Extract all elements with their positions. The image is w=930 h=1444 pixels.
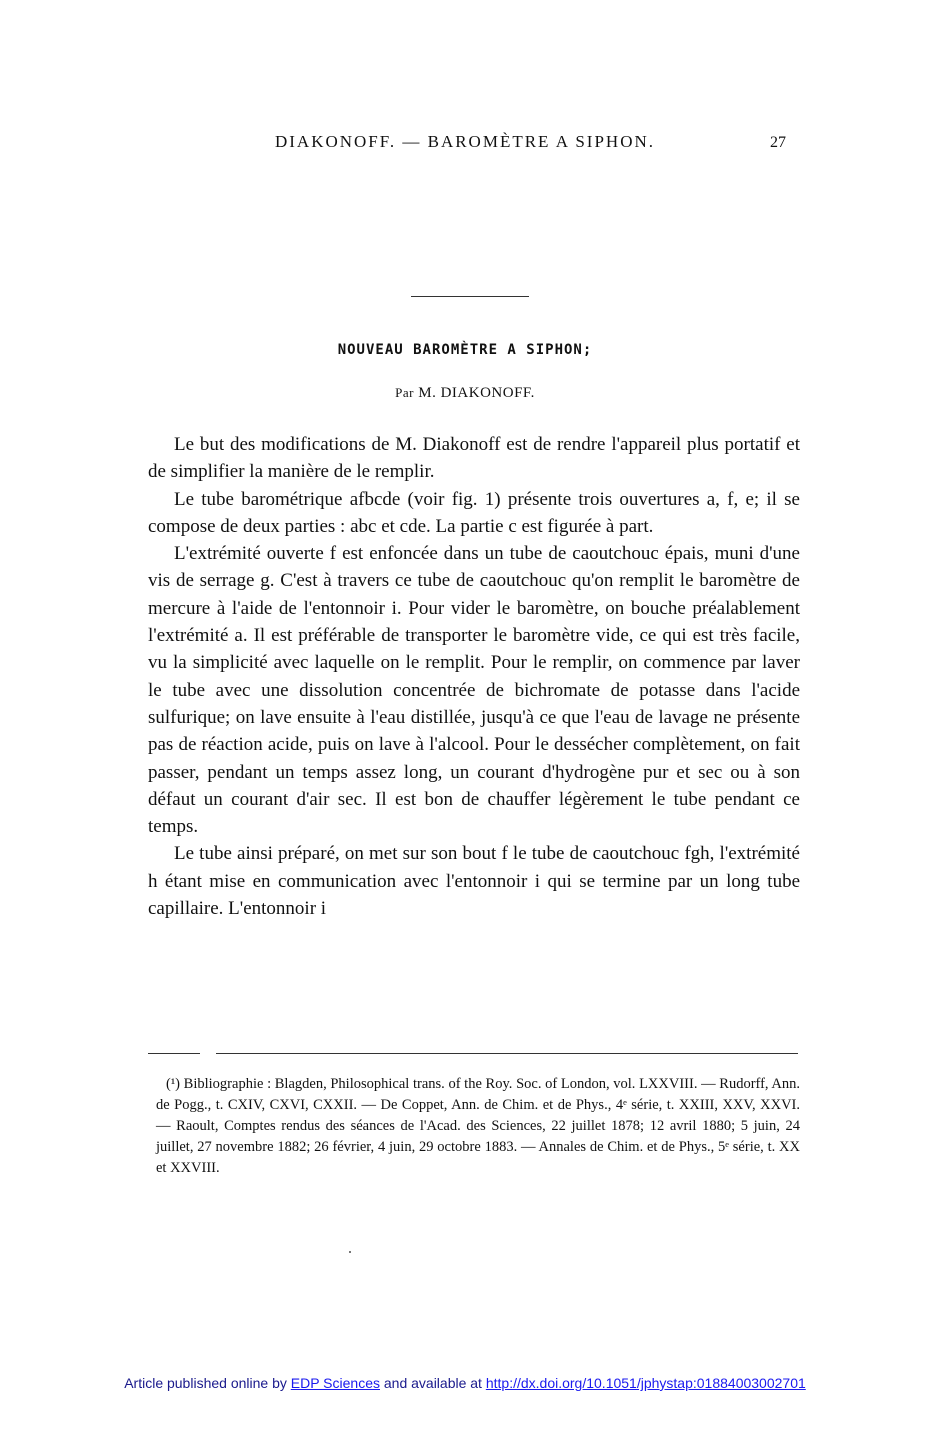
footnote-rule-long: [216, 1053, 798, 1054]
banner-prefix: Article published online by: [124, 1375, 291, 1391]
paragraph-4: Le tube ainsi préparé, on met sur son bout f le tube de caoutchouc fgh, l'extrémité h étant mise en communication avec l'entonnoir i qui se termine par un long tube capillaire. L'entonnoir i: [148, 843, 800, 920]
page-number: 27: [770, 134, 786, 151]
running-head: [0, 132, 930, 156]
article-title: NOUVEAU BAROMÈTRE A SIPHON;: [337, 342, 593, 358]
banner-middle: and available at: [379, 1375, 486, 1391]
footnote-rule-short: [148, 1053, 200, 1054]
paragraph-3: L'extrémité ouverte f est enfoncée dans un tube de caoutchouc épais, muni d'une vis de serrage g. C'est à travers ce tube de caoutchouc qu'on remplit le baromètre de mercure à l'aide de l'entonnoir i. Pour vider le baromètre, on bouche préalablement l'extrémité a. Il est préférable de transporter le baromètre vide, ce qui est très facile, vu la simplicité avec laquelle on le remplit. Pour le remplir, on commence par laver le tube avec une dissolution concentrée de bichromate de potasse dans l'acide sulfurique; on lave ensuite à l'eau distillée, jusqu'à ce que l'eau de lavage ne présente pas de réaction acide, puis on lave à l'alcool. Pour le dessécher complètement, on fait passer, pendant un temps assez long, un courant d'hydrogène pur et sec ou à son défaut un courant d'air sec. Il est bon de chauffer légèrement le tube pendant ce temps.: [148, 543, 800, 838]
paragraph-2: Le tube barométrique afbcde (voir fig. 1) présente trois ouvertures a, f, e; il se compose de deux parties : abc et cde. La partie c est figurée à part.: [148, 488, 800, 537]
doi-link[interactable]: http://dx.doi.org/10.1051/jphystap:01884003002701: [485, 1375, 806, 1391]
footnote: (¹) Bibliographie : Blagden, Philosophical trans. of the Roy. Soc. of London, vol. LXXVIII. — Rudorff, Ann. de Pogg., t. CXIV, CXVI, CXXII. — De Coppet, Ann. de Chim. et de Phys., 4ᵉ série, t. XXIII, XXV, XXVI. — Raoult, Comptes rendus des séances de l'Acad. des Sciences, 22 juillet 1878; 12 avril 1880; 5 juin, 24 juillet, 27 novembre 1882; 26 février, 4 juin, 29 octobre 1883. — Annales de Chim. et de Phys., 5ᵉ série, t. XX et XXVIII.: [156, 1076, 800, 1176]
scan-speck: [349, 1251, 351, 1253]
title-separator-rule: [411, 296, 529, 297]
article-author: [0, 385, 930, 402]
running-title: DIAKONOFF. — BAROMÈTRE A SIPHON.: [274, 132, 655, 151]
author-prefix: Par: [395, 385, 415, 400]
publication-banner: [0, 1375, 930, 1391]
article-body: [148, 431, 800, 922]
author-name: M. DIAKONOFF.: [418, 385, 535, 401]
paragraph-1: Le but des modifications de M. Diakonoff est de rendre l'appareil plus portatif et de simplifier la manière de le remplir.: [148, 434, 800, 483]
publisher-link[interactable]: EDP Sciences: [290, 1375, 380, 1391]
